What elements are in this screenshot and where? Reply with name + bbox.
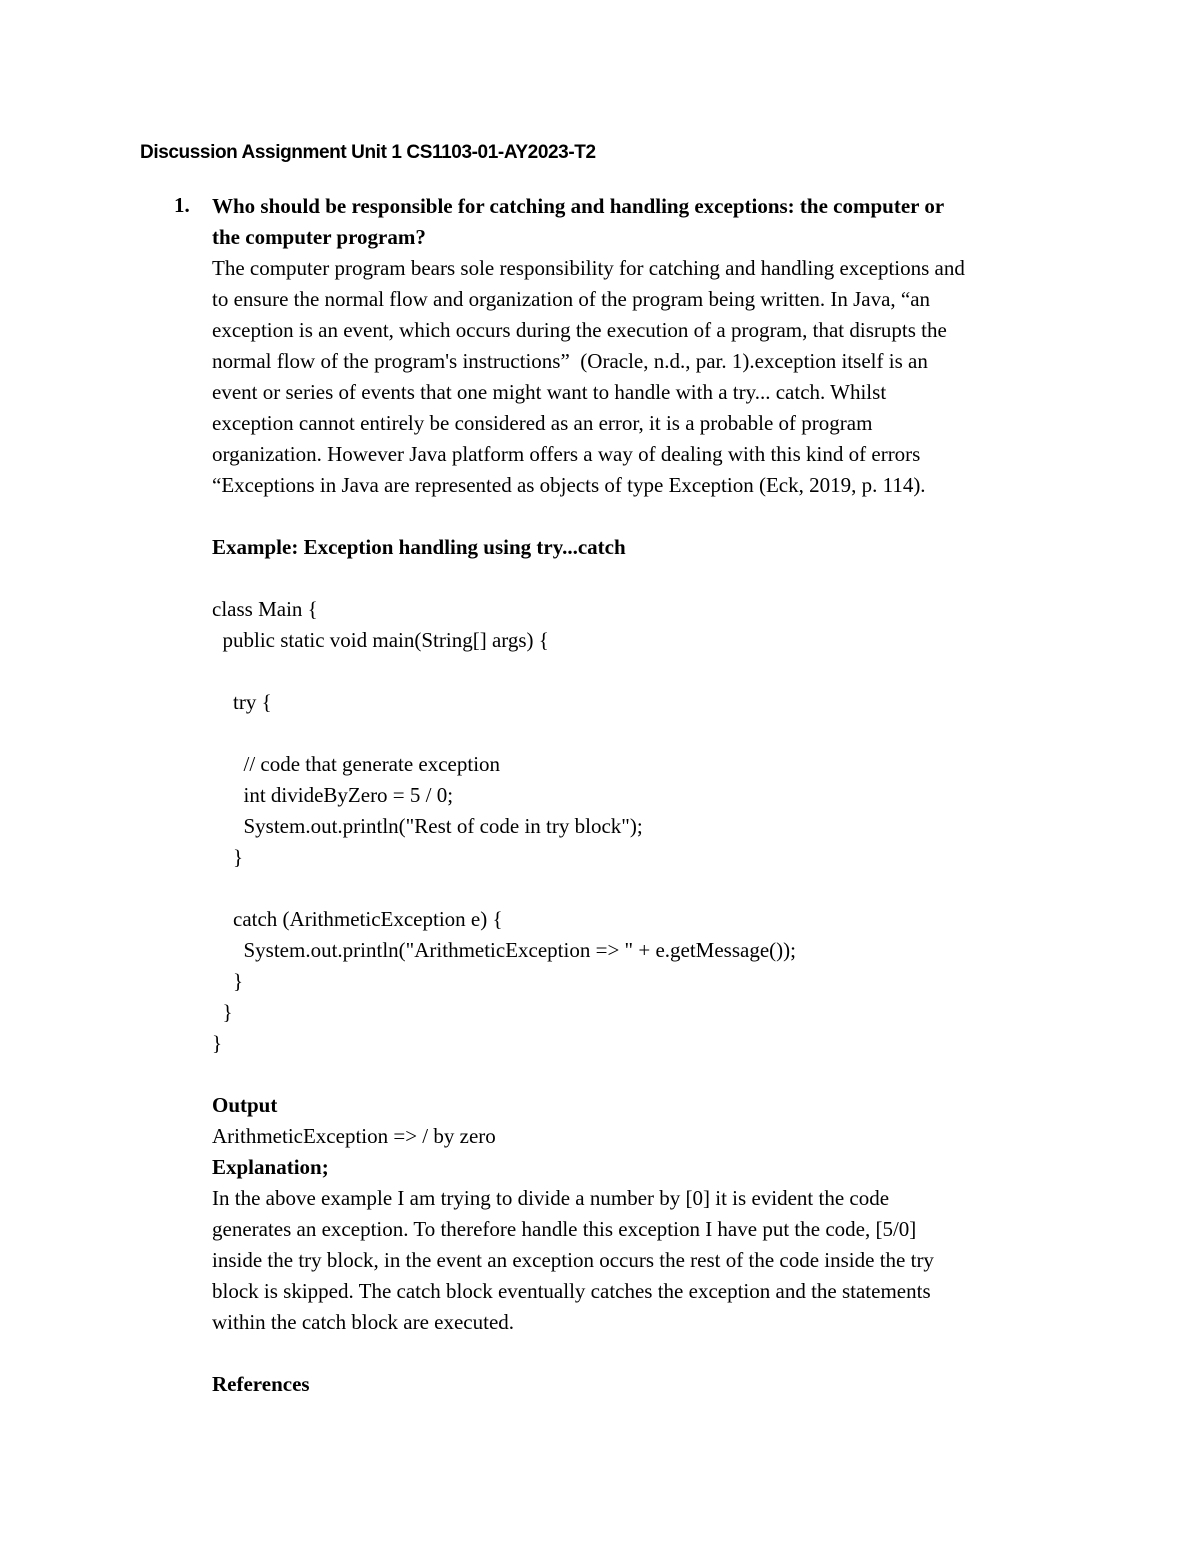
output-text: ArithmeticException => / by zero [212, 1124, 496, 1148]
code-line: public static void main(String[] args) { [212, 628, 549, 652]
answer-line: The computer program bears sole responsibility for catching and handling exceptions and [212, 256, 965, 280]
answer-line: normal flow of the program's instructions” (Oracle, n.d., par. 1).exception itself is an [212, 349, 928, 373]
explanation-line: block is skipped. The catch block eventually catches the exception and the statements [212, 1279, 931, 1303]
code-line: } [212, 845, 244, 869]
code-line: class Main { [212, 597, 318, 621]
output-heading: Output [212, 1093, 278, 1117]
explanation-line: within the catch block are executed. [212, 1310, 515, 1334]
code-line [212, 873, 1072, 904]
code-line: // code that generate exception [212, 752, 501, 776]
answer-line: organization. However Java platform offers a way of dealing with this kind of errors [212, 442, 921, 466]
code-line: } [212, 1031, 223, 1055]
document-title: Discussion Assignment Unit 1 CS1103-01-AY2023-T2 [140, 142, 596, 163]
question-number: 1. [174, 193, 190, 217]
code-line [212, 718, 1072, 749]
explanation-line: inside the try block, in the event an exception occurs the rest of the code inside the try [212, 1248, 934, 1272]
answer-line: “Exceptions in Java are represented as objects of type Exception (Eck, 2019, p. 114). [212, 473, 926, 497]
code-line: catch (ArithmeticException e) { [212, 907, 503, 931]
answer-line: exception cannot entirely be considered as an error, it is a probable of program [212, 411, 873, 435]
question-line: Who should be responsible for catching and handling exceptions: the computer or [212, 194, 945, 218]
code-line: int divideByZero = 5 / 0; [212, 783, 454, 807]
answer-line: to ensure the normal flow and organization of the program being written. In Java, “an [212, 287, 931, 311]
references-heading: References [212, 1372, 310, 1396]
code-line: System.out.println("Rest of code in try block"); [212, 814, 643, 838]
code-block [212, 594, 1072, 1059]
answer-paragraph [212, 253, 1072, 501]
spacer [212, 501, 1072, 532]
spacer [212, 1338, 1072, 1369]
code-line: } [212, 1000, 233, 1024]
question-line: the computer program? [212, 225, 426, 249]
explanation-paragraph [212, 1183, 1072, 1338]
document-body [212, 191, 1072, 1400]
spacer [212, 563, 1072, 594]
question-text [212, 191, 1072, 253]
code-line: System.out.println("ArithmeticException => " + e.getMessage()); [212, 938, 796, 962]
example-heading: Example: Exception handling using try...catch [212, 535, 626, 559]
explanation-heading: Explanation; [212, 1155, 329, 1179]
code-line: } [212, 969, 244, 993]
code-line: try { [212, 690, 272, 714]
answer-line: exception is an event, which occurs during the execution of a program, that disrupts the [212, 318, 947, 342]
explanation-line: In the above example I am trying to divide a number by [0] it is evident the code [212, 1186, 890, 1210]
code-line [212, 656, 1072, 687]
answer-line: event or series of events that one might want to handle with a try... catch. Whilst [212, 380, 887, 404]
spacer [212, 1059, 1072, 1090]
explanation-line: generates an exception. To therefore handle this exception I have put the code, [5/0] [212, 1217, 917, 1241]
